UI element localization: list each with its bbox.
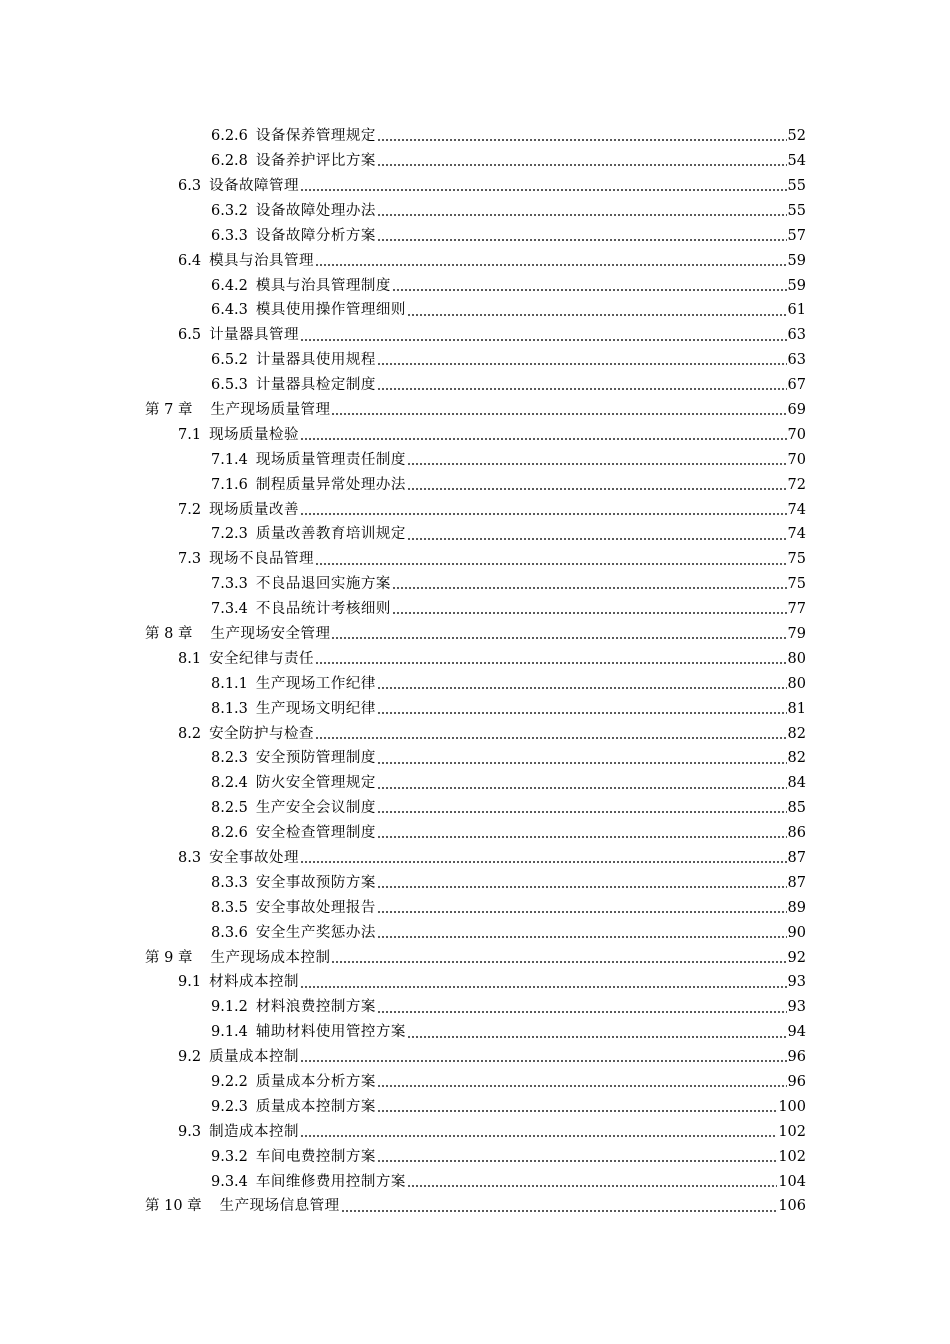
toc-entry-title: 安全防护与检查 xyxy=(209,725,315,742)
toc-entry-title: 质量改善教育培训规定 xyxy=(255,526,406,543)
toc-subsection-entry[interactable] xyxy=(0,1020,806,1045)
dot-leader xyxy=(377,1100,777,1114)
toc-entry-number: 8.2.5 xyxy=(211,800,248,817)
dot-leader xyxy=(392,602,787,616)
toc-subsection-entry[interactable] xyxy=(0,124,806,149)
dot-leader xyxy=(377,204,787,218)
dot-leader xyxy=(377,378,787,392)
toc-entry-title: 安全事故处理报告 xyxy=(255,899,376,916)
toc-subsection-entry[interactable] xyxy=(0,522,806,547)
toc-entry-title: 制造成本控制 xyxy=(209,1123,300,1140)
toc-entry-title: 安全预防管理制度 xyxy=(255,750,376,767)
dot-leader xyxy=(407,1175,777,1189)
dot-leader xyxy=(300,851,786,865)
toc-page-number: 61 xyxy=(787,302,806,319)
dot-leader xyxy=(341,1200,778,1214)
toc-page-number: 100 xyxy=(778,1098,806,1115)
toc-page-number: 57 xyxy=(787,227,806,244)
toc-subsection-entry[interactable] xyxy=(0,472,806,497)
toc-entry-number: 9.2.3 xyxy=(211,1098,248,1115)
toc-entry-number: 8.3.6 xyxy=(211,924,248,941)
toc-entry-number: 7.3.3 xyxy=(211,576,248,593)
toc-entry-number: 6.5.2 xyxy=(211,352,248,369)
toc-entry-number: 9.1.2 xyxy=(211,999,248,1016)
toc-entry-number: 6.2.6 xyxy=(211,128,248,145)
toc-entry-title: 现场不良品管理 xyxy=(209,551,315,568)
toc-entry-title: 现场质量检验 xyxy=(209,426,300,443)
toc-section-entry[interactable] xyxy=(0,647,806,672)
toc-entry-title: 辅助材料使用管控方案 xyxy=(255,1024,406,1041)
dot-leader xyxy=(315,254,786,268)
toc-entry-number: 6.5 xyxy=(178,327,202,344)
toc-section-entry[interactable] xyxy=(0,721,806,746)
toc-entry-title: 生产现场质量管理 xyxy=(210,401,331,418)
dot-leader xyxy=(377,801,787,815)
dot-leader xyxy=(300,976,786,990)
toc-page-number: 89 xyxy=(787,899,806,916)
toc-subsection-entry[interactable] xyxy=(0,771,806,796)
toc-entry-number: 8.1.1 xyxy=(211,675,248,692)
toc-entry-number: 9.3 xyxy=(178,1123,202,1140)
toc-subsection-entry[interactable] xyxy=(0,672,806,697)
toc-entry-title: 设备故障分析方案 xyxy=(255,227,376,244)
toc-subsection-entry[interactable] xyxy=(0,572,806,597)
toc-entry-number: 8.3 xyxy=(178,850,202,867)
toc-section-entry[interactable] xyxy=(0,846,806,871)
toc-subsection-entry[interactable] xyxy=(0,273,806,298)
toc-entry-number: 6.2.8 xyxy=(211,153,248,170)
toc-page-number: 75 xyxy=(787,576,806,593)
dot-leader xyxy=(377,926,787,940)
toc-page-number: 59 xyxy=(787,277,806,294)
dot-leader xyxy=(315,553,786,567)
toc-page-number: 52 xyxy=(787,128,806,145)
toc-page-number: 87 xyxy=(787,850,806,867)
toc-entry-number: 8.2.4 xyxy=(211,775,248,792)
dot-leader xyxy=(377,901,787,915)
toc-page-number: 77 xyxy=(787,601,806,618)
toc-page-number: 63 xyxy=(787,327,806,344)
toc-page-number: 82 xyxy=(787,725,806,742)
dot-leader xyxy=(392,279,787,293)
dot-leader xyxy=(407,528,787,542)
toc-page-number: 102 xyxy=(778,1148,806,1165)
toc-entry-number: 9.1.4 xyxy=(211,1024,248,1041)
toc-entry-title: 安全生产奖惩办法 xyxy=(255,924,376,941)
table-of-contents xyxy=(0,124,950,1219)
dot-leader xyxy=(377,1075,787,1089)
toc-entry-number: 7.3 xyxy=(178,551,202,568)
toc-page-number: 70 xyxy=(787,451,806,468)
dot-leader xyxy=(300,428,786,442)
toc-subsection-entry[interactable] xyxy=(0,1095,806,1120)
toc-subsection-entry[interactable] xyxy=(0,821,806,846)
toc-chapter-entry[interactable] xyxy=(0,1194,806,1219)
toc-section-entry[interactable] xyxy=(0,1045,806,1070)
toc-subsection-entry[interactable] xyxy=(0,696,806,721)
toc-section-entry[interactable] xyxy=(0,970,806,995)
toc-entry-title: 模具使用操作管理细则 xyxy=(255,302,406,319)
toc-entry-title: 安全检查管理制度 xyxy=(255,825,376,842)
toc-chapter-entry[interactable] xyxy=(0,398,806,423)
toc-page-number: 63 xyxy=(787,352,806,369)
toc-chapter-entry[interactable] xyxy=(0,622,806,647)
dot-leader xyxy=(407,1026,787,1040)
toc-page-number: 93 xyxy=(787,974,806,991)
toc-entry-title: 材料浪费控制方案 xyxy=(255,999,376,1016)
toc-entry-number: 7.3.4 xyxy=(211,601,248,618)
toc-entry-number: 第 9 章 xyxy=(145,949,193,966)
toc-entry-title: 不良品退回实施方案 xyxy=(255,576,391,593)
toc-page-number: 81 xyxy=(787,700,806,717)
toc-entry-number: 9.2.2 xyxy=(211,1074,248,1091)
toc-entry-title: 生产现场文明纪律 xyxy=(255,700,376,717)
toc-page-number: 96 xyxy=(787,1074,806,1091)
toc-entry-title: 安全事故处理 xyxy=(209,850,300,867)
dot-leader xyxy=(377,353,787,367)
toc-entry-title: 安全事故预防方案 xyxy=(255,874,376,891)
toc-entry-title: 质量成本分析方案 xyxy=(255,1074,376,1091)
dot-leader xyxy=(377,154,787,168)
toc-page-number: 72 xyxy=(787,476,806,493)
toc-entry-number: 9.3.4 xyxy=(211,1173,248,1190)
toc-entry-number: 6.4.2 xyxy=(211,277,248,294)
toc-subsection-entry[interactable] xyxy=(0,871,806,896)
toc-entry-title: 模具与治具管理 xyxy=(209,252,315,269)
toc-page-number: 106 xyxy=(778,1198,806,1215)
toc-page-number: 70 xyxy=(787,426,806,443)
toc-entry-number: 7.2 xyxy=(178,501,202,518)
toc-entry-number: 8.2.3 xyxy=(211,750,248,767)
dot-leader xyxy=(377,826,787,840)
toc-subsection-entry[interactable] xyxy=(0,796,806,821)
toc-entry-number: 第 7 章 xyxy=(145,401,193,418)
dot-leader xyxy=(300,1050,786,1064)
toc-subsection-entry[interactable] xyxy=(0,1070,806,1095)
toc-page-number: 82 xyxy=(787,750,806,767)
toc-entry-title: 安全纪律与责任 xyxy=(209,650,315,667)
toc-page-number: 55 xyxy=(787,177,806,194)
toc-entry-title: 现场质量管理责任制度 xyxy=(255,451,406,468)
toc-page-number: 59 xyxy=(787,252,806,269)
dot-leader xyxy=(377,876,787,890)
toc-subsection-entry[interactable] xyxy=(0,298,806,323)
toc-subsection-entry[interactable] xyxy=(0,199,806,224)
toc-page-number: 75 xyxy=(787,551,806,568)
toc-page-number: 79 xyxy=(787,626,806,642)
toc-entry-number: 9.1 xyxy=(178,974,202,991)
dot-leader xyxy=(300,1125,777,1139)
toc-subsection-entry[interactable] xyxy=(0,597,806,622)
toc-entry-title: 生产现场信息管理 xyxy=(219,1198,340,1215)
toc-subsection-entry[interactable] xyxy=(0,1145,806,1170)
toc-entry-title: 现场质量改善 xyxy=(209,501,300,518)
dot-leader xyxy=(377,1150,777,1164)
toc-page-number: 92 xyxy=(787,949,806,966)
toc-entry-title: 车间电费控制方案 xyxy=(255,1148,376,1165)
toc-page-number: 104 xyxy=(778,1173,806,1190)
toc-entry-title: 设备养护评比方案 xyxy=(255,153,376,170)
toc-entry-title: 材料成本控制 xyxy=(209,974,300,991)
toc-section-entry[interactable] xyxy=(0,497,806,522)
toc-page-number: 87 xyxy=(787,874,806,891)
toc-entry-title: 制程质量异常处理办法 xyxy=(255,476,406,493)
toc-entry-title: 生产现场工作纪律 xyxy=(255,675,376,692)
dot-leader xyxy=(377,752,787,766)
toc-entry-number: 6.3 xyxy=(178,177,202,194)
toc-entry-title: 计量器具管理 xyxy=(209,327,300,344)
toc-page-number: 96 xyxy=(787,1049,806,1066)
toc-section-entry[interactable] xyxy=(0,423,806,448)
dot-leader xyxy=(331,403,786,417)
toc-page-number: 54 xyxy=(787,153,806,170)
toc-entry-number: 9.2 xyxy=(178,1049,202,1066)
toc-entry-number: 6.3.3 xyxy=(211,227,248,244)
toc-entry-title: 质量成本控制方案 xyxy=(255,1098,376,1115)
toc-subsection-entry[interactable] xyxy=(0,921,806,946)
toc-page-number: 80 xyxy=(787,675,806,692)
toc-page-number: 86 xyxy=(787,825,806,842)
toc-entry-number: 7.1.4 xyxy=(211,451,248,468)
toc-entry-title: 不良品统计考核细则 xyxy=(255,601,391,618)
toc-page-number: 85 xyxy=(787,800,806,817)
toc-page-number: 74 xyxy=(787,501,806,518)
dot-leader xyxy=(377,1001,787,1015)
toc-page-number: 67 xyxy=(787,377,806,394)
toc-entry-number: 6.3.2 xyxy=(211,202,248,219)
dot-leader xyxy=(377,129,787,143)
dot-leader xyxy=(407,453,787,467)
dot-leader xyxy=(377,677,787,691)
toc-entry-number: 8.2 xyxy=(178,725,202,742)
toc-section-entry[interactable] xyxy=(0,174,806,199)
toc-section-entry[interactable] xyxy=(0,248,806,273)
toc-page-number: 80 xyxy=(787,650,806,667)
dot-leader xyxy=(300,329,786,343)
toc-entry-number: 6.4 xyxy=(178,252,202,269)
toc-entry-number: 7.1 xyxy=(178,426,202,443)
dot-leader xyxy=(377,229,787,243)
toc-subsection-entry[interactable] xyxy=(0,149,806,174)
toc-subsection-entry[interactable] xyxy=(0,896,806,921)
toc-entry-title: 设备保养管理规定 xyxy=(255,128,376,145)
toc-entry-title: 车间维修费用控制方案 xyxy=(255,1173,406,1190)
toc-entry-number: 8.1.3 xyxy=(211,700,248,717)
toc-entry-number: 7.1.6 xyxy=(211,476,248,493)
toc-entry-number: 8.3.5 xyxy=(211,899,248,916)
toc-entry-title: 质量成本控制 xyxy=(209,1049,300,1066)
toc-section-entry[interactable] xyxy=(0,547,806,572)
dot-leader xyxy=(300,503,786,517)
toc-entry-number: 9.3.2 xyxy=(211,1148,248,1165)
toc-entry-title: 生产现场安全管理 xyxy=(210,626,331,642)
toc-subsection-entry[interactable] xyxy=(0,224,806,249)
toc-section-entry[interactable] xyxy=(0,323,806,348)
toc-page-number: 94 xyxy=(787,1024,806,1041)
toc-entry-number: 8.3.3 xyxy=(211,874,248,891)
toc-subsection-entry[interactable] xyxy=(0,1169,806,1194)
toc-chapter-entry[interactable] xyxy=(0,945,806,970)
toc-entry-title: 计量器具检定制度 xyxy=(255,377,376,394)
toc-subsection-entry[interactable] xyxy=(0,746,806,771)
toc-entry-title: 生产安全会议制度 xyxy=(255,800,376,817)
dot-leader xyxy=(331,951,786,965)
toc-entry-title: 防火安全管理规定 xyxy=(255,775,376,792)
toc-entry-title: 计量器具使用规程 xyxy=(255,352,376,369)
toc-entry-title: 生产现场成本控制 xyxy=(210,949,331,966)
toc-entry-title: 设备故障处理办法 xyxy=(255,202,376,219)
toc-subsection-entry[interactable] xyxy=(0,448,806,473)
dot-leader xyxy=(315,727,786,741)
toc-page-number: 102 xyxy=(778,1123,806,1140)
dot-leader xyxy=(377,777,787,791)
toc-page-number: 84 xyxy=(787,775,806,792)
toc-subsection-entry[interactable] xyxy=(0,373,806,398)
toc-page-number: 55 xyxy=(787,202,806,219)
toc-entry-number: 第 8 章 xyxy=(145,626,193,642)
toc-entry-number: 6.5.3 xyxy=(211,377,248,394)
dot-leader xyxy=(392,577,787,591)
dot-leader xyxy=(377,702,787,716)
toc-entry-number: 8.1 xyxy=(178,650,202,667)
toc-entry-title: 模具与治具管理制度 xyxy=(255,277,391,294)
toc-entry-number: 8.2.6 xyxy=(211,825,248,842)
dot-leader xyxy=(300,179,786,193)
dot-leader xyxy=(407,304,787,318)
toc-page-number: 69 xyxy=(787,401,806,418)
toc-section-entry[interactable] xyxy=(0,1120,806,1145)
dot-leader xyxy=(331,627,786,641)
dot-leader xyxy=(315,652,786,666)
toc-page-number: 74 xyxy=(787,526,806,543)
toc-subsection-entry[interactable] xyxy=(0,348,806,373)
toc-page-number: 93 xyxy=(787,999,806,1016)
toc-entry-number: 第 10 章 xyxy=(145,1198,202,1215)
dot-leader xyxy=(407,478,787,492)
toc-page-number: 90 xyxy=(787,924,806,941)
toc-subsection-entry[interactable] xyxy=(0,995,806,1020)
toc-entry-number: 7.2.3 xyxy=(211,526,248,543)
toc-entry-number: 6.4.3 xyxy=(211,302,248,319)
toc-entry-title: 设备故障管理 xyxy=(209,177,300,194)
